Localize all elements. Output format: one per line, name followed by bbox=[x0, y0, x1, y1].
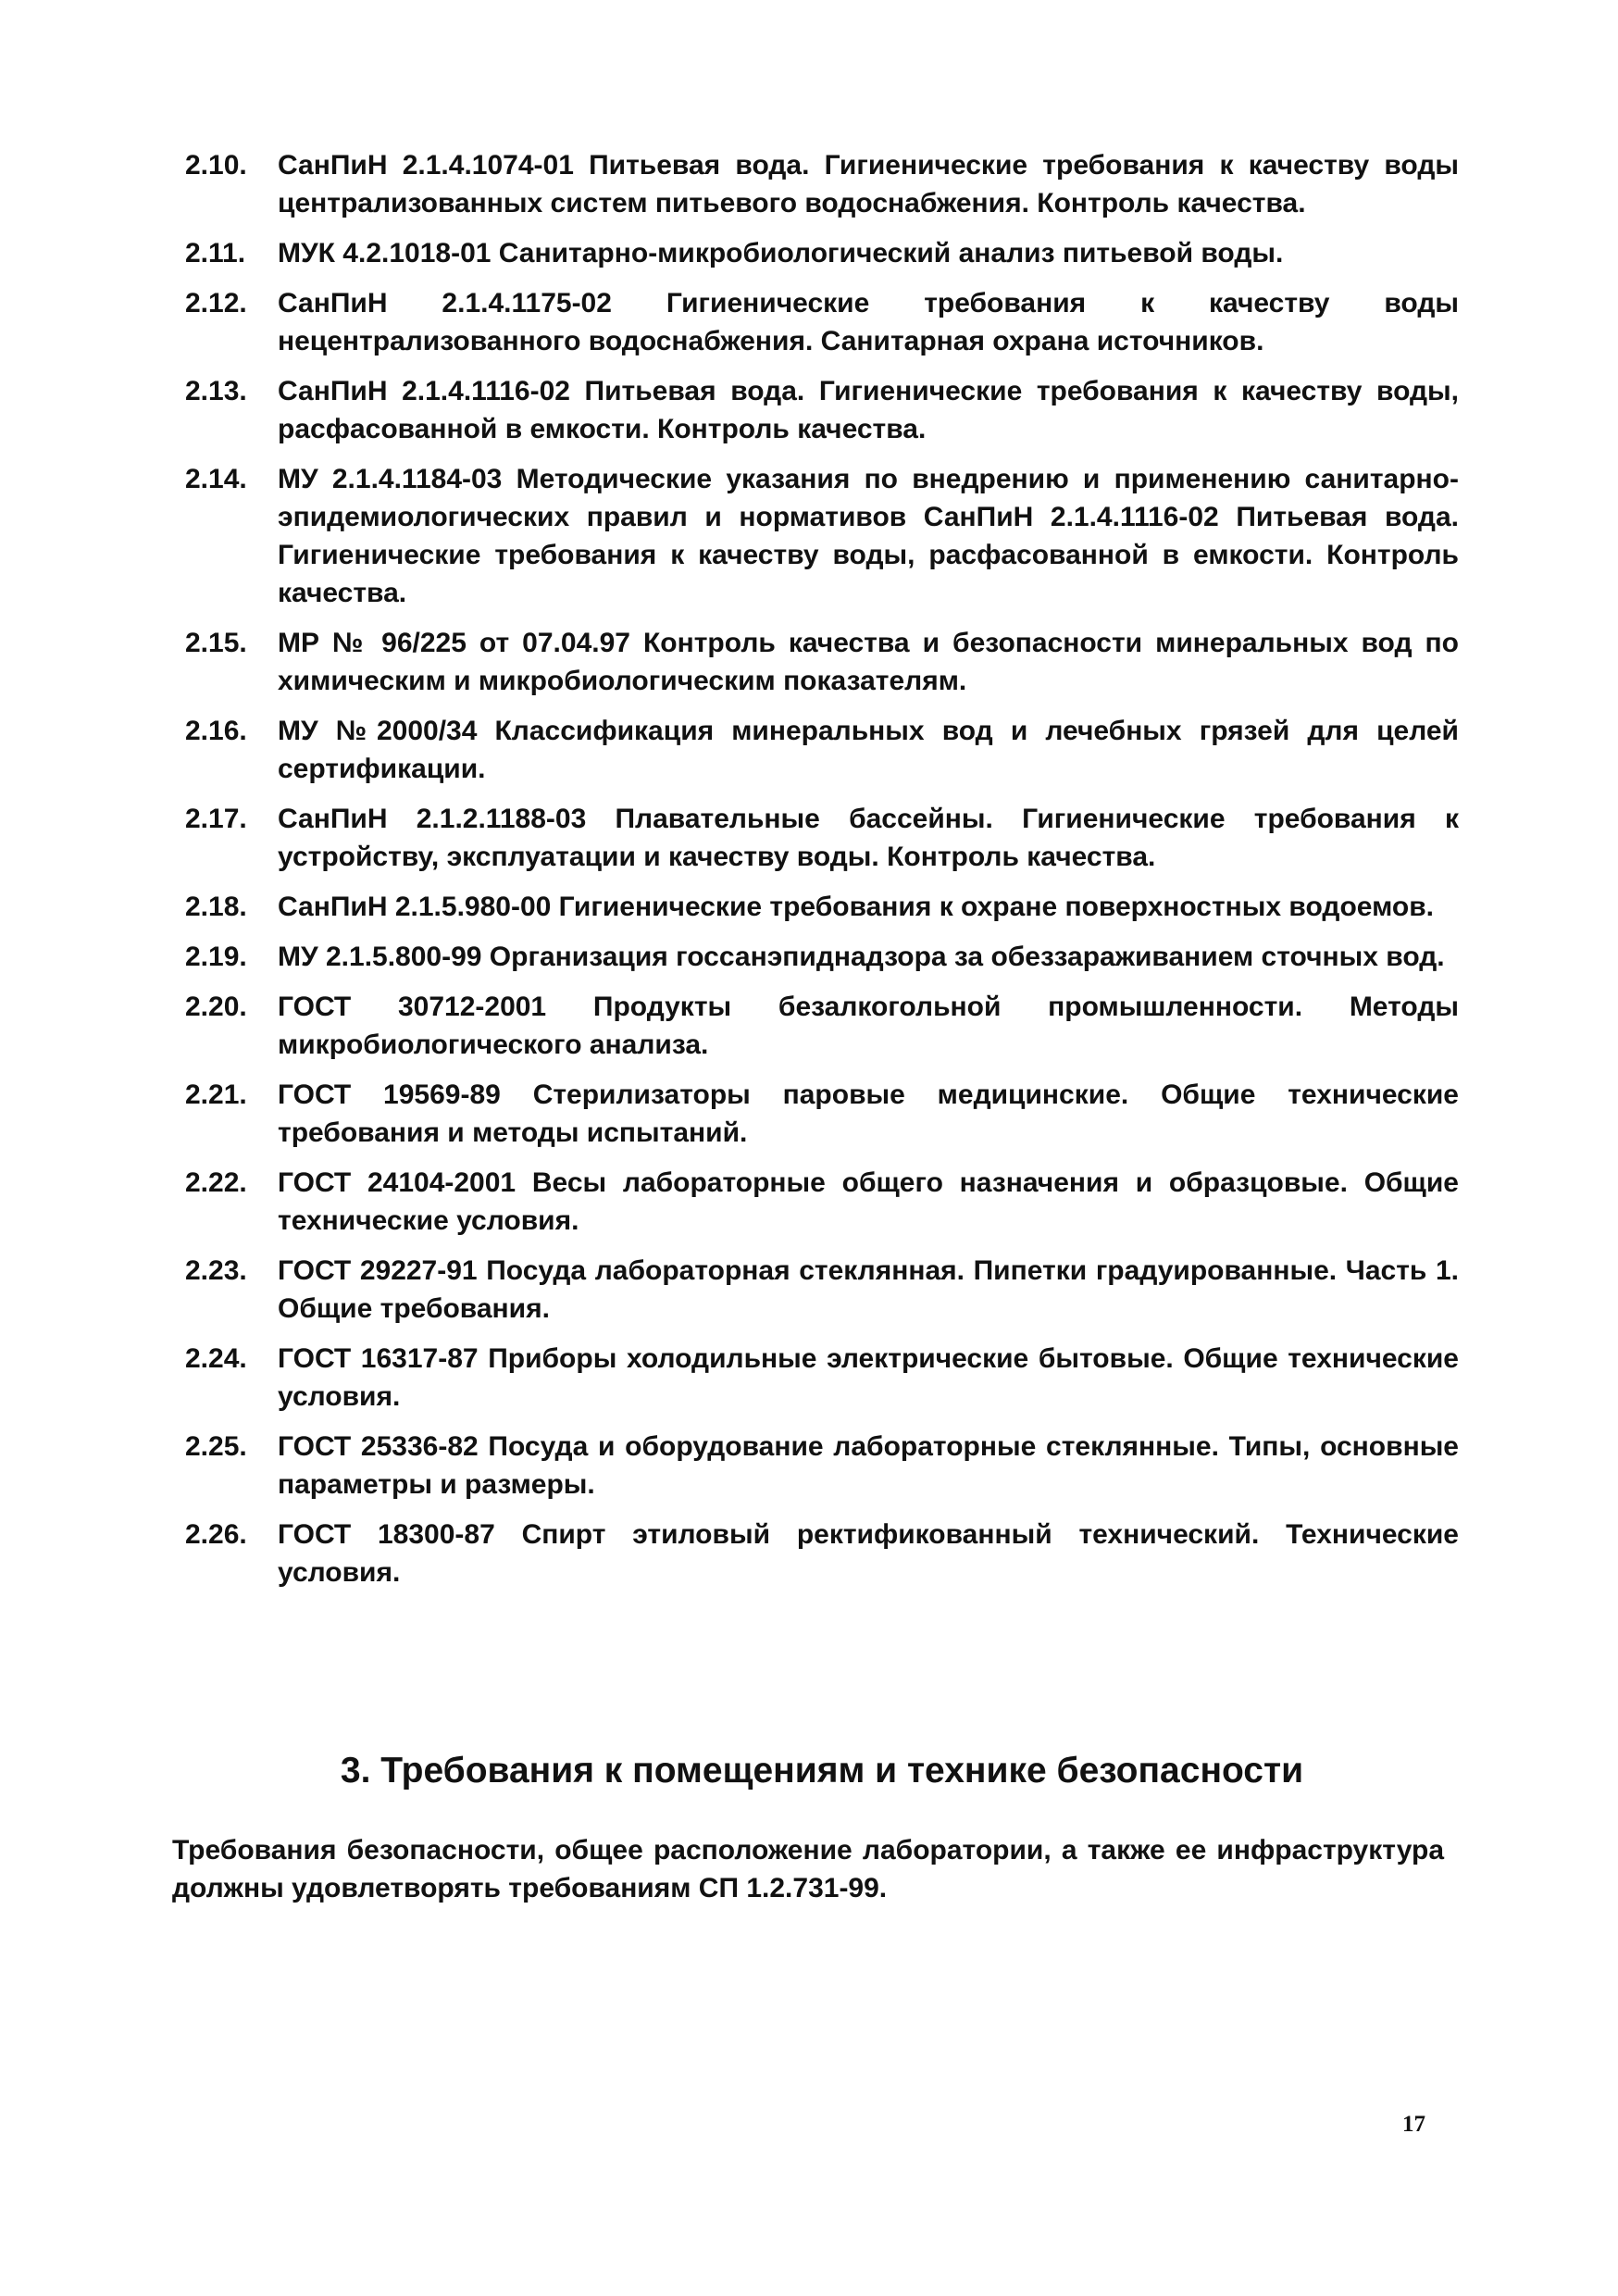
reference-number: 2.11. bbox=[185, 238, 246, 268]
reference-item bbox=[185, 938, 1459, 976]
reference-item bbox=[185, 624, 1459, 700]
reference-text: МР № 96/225 от 07.04.97 Контроль качества и безопасности минеральных вод по химическим и микробиологическим показателям. bbox=[278, 628, 1459, 696]
reference-item bbox=[185, 372, 1459, 448]
reference-text: СанПиН 2.1.5.980-00 Гигиенические требования к охране поверхностных водоемов. bbox=[278, 892, 1434, 922]
reference-item bbox=[185, 1340, 1459, 1416]
reference-number: 2.13. bbox=[185, 376, 247, 406]
reference-number: 2.16. bbox=[185, 716, 247, 746]
reference-number: 2.22. bbox=[185, 1167, 247, 1198]
reference-item bbox=[185, 460, 1459, 612]
reference-item bbox=[185, 888, 1459, 926]
reference-number: 2.21. bbox=[185, 1079, 247, 1110]
page-number: 17 bbox=[1402, 2112, 1425, 2137]
reference-item bbox=[185, 1076, 1459, 1152]
reference-text: СанПиН 2.1.2.1188-03 Плавательные бассейны. Гигиенические требования к устройству, эксплуатации и качеству воды. Контроль качества. bbox=[278, 804, 1459, 872]
section-heading: 3. Требования к помещениям и технике безопасности bbox=[340, 1751, 1304, 1791]
reference-number: 2.24. bbox=[185, 1343, 247, 1374]
reference-text: ГОСТ 30712-2001 Продукты безалкогольной промышленности. Методы микробиологического анализа. bbox=[278, 992, 1459, 1060]
reference-number: 2.20. bbox=[185, 992, 247, 1022]
reference-item bbox=[185, 800, 1459, 876]
section-paragraph: Требования безопасности, общее расположение лаборатории, а также ее инфраструктура должны удовлетворять требованиям СП 1.2.731-99. bbox=[172, 1835, 1444, 1903]
reference-text: ГОСТ 19569-89 Стерилизаторы паровые медицинские. Общие технические требования и методы испытаний. bbox=[278, 1079, 1459, 1148]
reference-text: СанПиН 2.1.4.1116-02 Питьевая вода. Гигиенические требования к качеству воды, расфасованной в емкости. Контроль качества. bbox=[278, 376, 1459, 444]
reference-text: ГОСТ 18300-87 Спирт этиловый ректификованный технический. Технические условия. bbox=[278, 1519, 1459, 1588]
reference-number: 2.25. bbox=[185, 1431, 247, 1462]
reference-text: МУ 2.1.5.800-99 Организация госсанэпиднадзора за обеззараживанием сточных вод. bbox=[278, 942, 1445, 972]
reference-number: 2.23. bbox=[185, 1255, 247, 1286]
reference-text: СанПиН 2.1.4.1074-01 Питьевая вода. Гигиенические требования к качеству воды централизованных систем питьевого водоснабжения. Контроль качества. bbox=[278, 150, 1459, 218]
reference-text: ГОСТ 24104-2001 Весы лабораторные общего назначения и образцовые. Общие технические условия. bbox=[278, 1167, 1459, 1236]
reference-item bbox=[185, 146, 1459, 222]
reference-number: 2.19. bbox=[185, 942, 247, 972]
reference-text: ГОСТ 29227-91 Посуда лабораторная стеклянная. Пипетки градуированные. Часть 1. Общие требования. bbox=[278, 1255, 1459, 1324]
reference-item bbox=[185, 234, 1459, 272]
reference-number: 2.12. bbox=[185, 288, 247, 318]
reference-item bbox=[185, 284, 1459, 360]
reference-item bbox=[185, 1428, 1459, 1504]
reference-text: МУК 4.2.1018-01 Санитарно-микробиологический анализ питьевой воды. bbox=[278, 238, 1284, 268]
reference-text: МУ 2.1.4.1184-03 Методические указания по внедрению и применению санитарно-эпидемиологических правил и нормативов СанПиН 2.1.4.1116-02 Питьевая вода. Гигиенические требования к качеству воды, расфасованной в емкости. Контроль качества. bbox=[278, 464, 1459, 608]
reference-item bbox=[185, 1516, 1459, 1591]
reference-list bbox=[185, 146, 1459, 1603]
reference-item bbox=[185, 1164, 1459, 1240]
reference-number: 2.15. bbox=[185, 628, 247, 658]
reference-text: ГОСТ 25336-82 Посуда и оборудование лабораторные стеклянные. Типы, основные параметры и размеры. bbox=[278, 1431, 1459, 1500]
reference-item bbox=[185, 988, 1459, 1064]
reference-text: СанПиН 2.1.4.1175-02 Гигиенические требования к качеству воды нецентрализованного водоснабжения. Санитарная охрана источников. bbox=[278, 288, 1459, 356]
reference-item bbox=[185, 712, 1459, 788]
reference-number: 2.10. bbox=[185, 150, 247, 181]
reference-item bbox=[185, 1252, 1459, 1328]
reference-text: ГОСТ 16317-87 Приборы холодильные электрические бытовые. Общие технические условия. bbox=[278, 1343, 1459, 1412]
reference-number: 2.18. bbox=[185, 892, 247, 922]
reference-number: 2.17. bbox=[185, 804, 247, 834]
reference-number: 2.26. bbox=[185, 1519, 247, 1550]
reference-text: МУ №2000/34 Классификация минеральных вод и лечебных грязей для целей сертификации. bbox=[278, 716, 1459, 784]
reference-number: 2.14. bbox=[185, 464, 247, 494]
